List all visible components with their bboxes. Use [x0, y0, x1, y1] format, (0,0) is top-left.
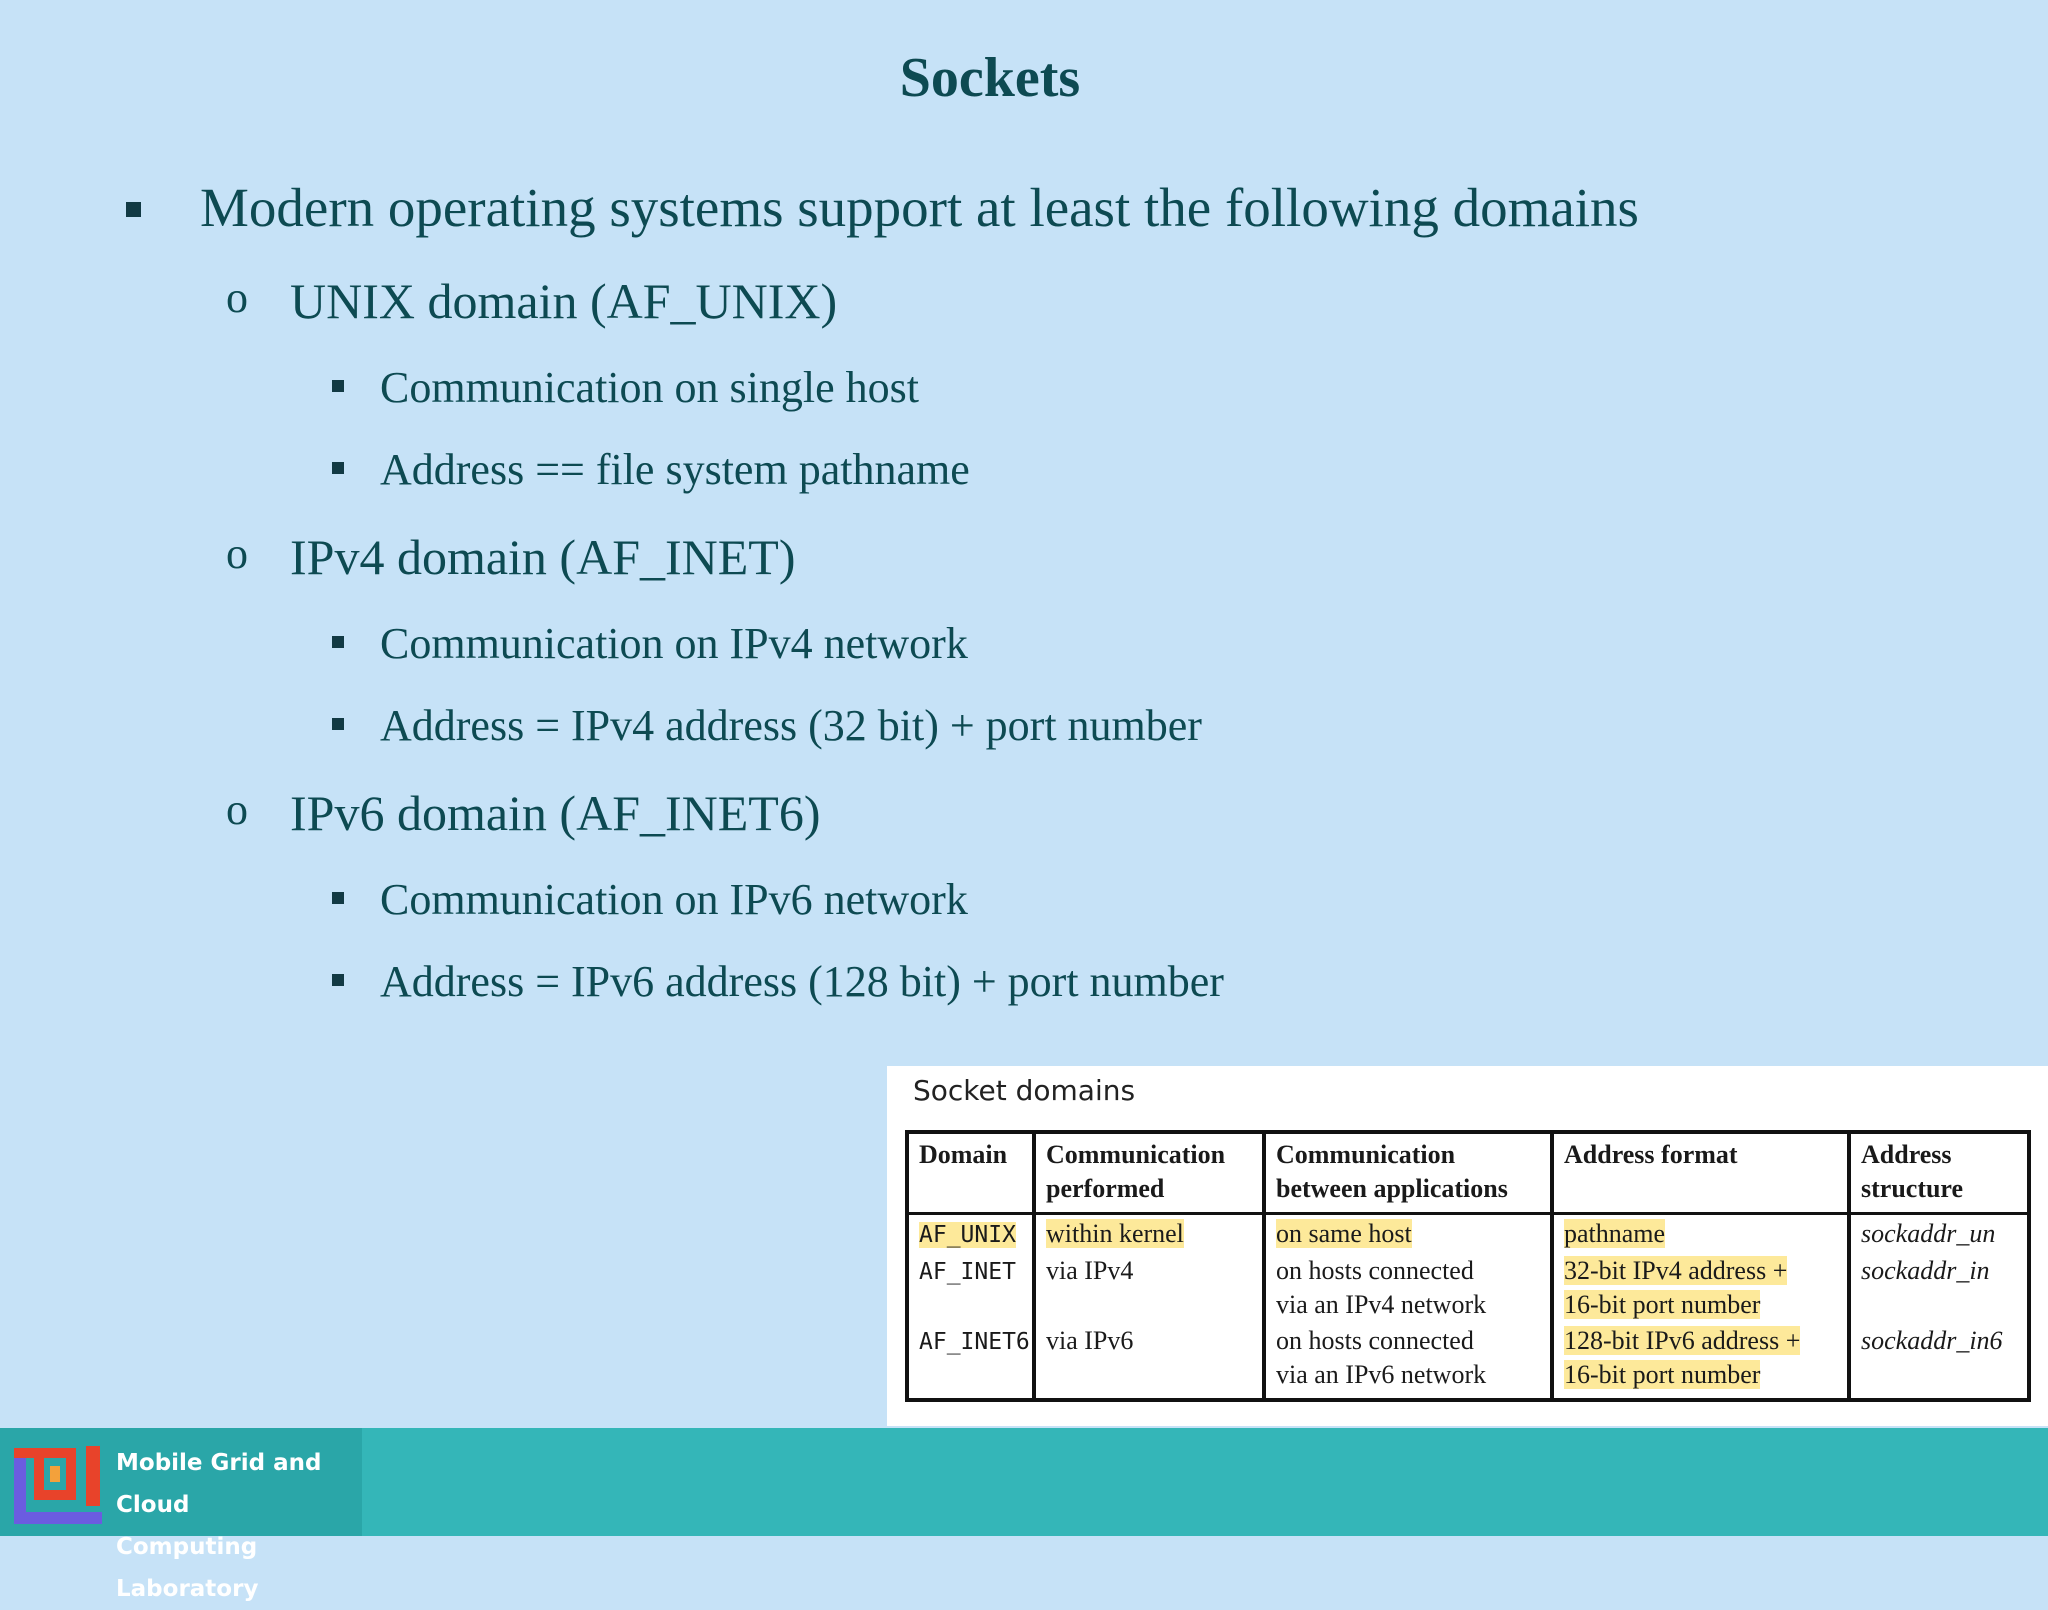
unix-point-2-text: Address == file system pathname	[380, 445, 970, 494]
header-domain	[907, 1132, 1034, 1214]
cell-structure	[1849, 1214, 2029, 1253]
domain-value: AF_INET6	[919, 1329, 1030, 1355]
square-bullet-icon	[332, 462, 344, 474]
main-bullet-text: Modern operating systems support at least the following domains	[200, 177, 1639, 238]
header-comm-between	[1264, 1132, 1552, 1214]
format-value-line-1: 128-bit IPv6 address +	[1564, 1326, 1801, 1355]
format-value-line-2: 16-bit port number	[1564, 1360, 1761, 1389]
between-value: on same host	[1276, 1219, 1412, 1248]
cell-format	[1552, 1322, 1849, 1400]
footer-bar	[0, 1428, 2048, 1602]
performed-value: via IPv6	[1046, 1326, 1134, 1355]
square-bullet-icon	[332, 974, 344, 986]
header-address-format	[1552, 1132, 1849, 1214]
lab-logo	[0, 1428, 362, 1602]
ipv4-point-2-text: Address = IPv4 address (32 bit) + port number	[380, 701, 1202, 750]
lab-name	[116, 1442, 362, 1610]
ipv6-domain-heading: IPv6 domain (AF_INET6)	[290, 785, 821, 841]
cell-between	[1264, 1252, 1552, 1322]
ipv6-point-1-text: Communication on IPv6 network	[380, 875, 968, 924]
cell-between	[1264, 1322, 1552, 1400]
between-value-line-2: via an IPv4 network	[1276, 1290, 1487, 1319]
header-comm-performed-line-1: Communication	[1046, 1140, 1226, 1169]
header-address-structure	[1849, 1132, 2029, 1214]
structure-value: sockaddr_in6	[1861, 1326, 2003, 1355]
square-bullet-icon	[332, 892, 344, 904]
table-header-row	[907, 1132, 2029, 1214]
ipv4-point-1-text: Communication on IPv4 network	[380, 619, 968, 668]
cell-performed	[1034, 1252, 1264, 1322]
header-comm-between-line-2: between applications	[1276, 1174, 1508, 1203]
figure-caption: Socket domains	[913, 1074, 1136, 1107]
square-bullet-icon	[332, 636, 344, 648]
table-row	[907, 1252, 2029, 1322]
cell-performed	[1034, 1322, 1264, 1400]
cell-domain	[907, 1322, 1034, 1400]
cell-structure	[1849, 1252, 2029, 1322]
unix-point-1-text: Communication on single host	[380, 363, 919, 412]
cell-format	[1552, 1252, 1849, 1322]
lab-name-line-2: Computing Laboratory	[116, 1534, 259, 1602]
slide-title: Sockets	[899, 47, 1081, 109]
header-address-format-text: Address format	[1564, 1140, 1738, 1169]
header-address-structure-line-2: structure	[1861, 1174, 1964, 1203]
cell-structure	[1849, 1322, 2029, 1400]
socket-domains-table	[905, 1130, 2031, 1402]
format-value-line-2: 16-bit port number	[1564, 1290, 1761, 1319]
circle-bullet-icon: o	[226, 785, 248, 834]
cell-performed	[1034, 1214, 1264, 1253]
format-value: pathname	[1564, 1219, 1666, 1248]
circle-bullet-icon: o	[226, 529, 248, 578]
square-bullet-icon	[332, 718, 344, 730]
performed-value: within kernel	[1046, 1219, 1184, 1248]
cell-format	[1552, 1214, 1849, 1253]
domain-value: AF_UNIX	[919, 1222, 1016, 1248]
structure-value: sockaddr_un	[1861, 1219, 1996, 1248]
performed-value: via IPv4	[1046, 1256, 1134, 1285]
lab-name-line-1: Mobile Grid and Cloud	[116, 1450, 322, 1518]
header-comm-between-line-1: Communication	[1276, 1140, 1456, 1169]
domain-value: AF_INET	[919, 1259, 1016, 1285]
circle-bullet-icon: o	[226, 273, 248, 322]
cell-between	[1264, 1214, 1552, 1253]
unix-domain-heading: UNIX domain (AF_UNIX)	[290, 273, 838, 329]
cell-domain	[907, 1252, 1034, 1322]
cell-domain	[907, 1214, 1034, 1253]
structure-value: sockaddr_in	[1861, 1256, 1990, 1285]
header-comm-performed	[1034, 1132, 1264, 1214]
header-address-structure-line-1: Address	[1861, 1140, 1952, 1169]
between-value-line-1: on hosts connected	[1276, 1256, 1474, 1285]
table-row	[907, 1322, 2029, 1400]
header-comm-performed-line-2: performed	[1046, 1174, 1165, 1203]
square-bullet-icon	[332, 380, 344, 392]
between-value-line-2: via an IPv6 network	[1276, 1360, 1487, 1389]
table-row	[907, 1214, 2029, 1253]
square-bullet-icon	[126, 202, 141, 217]
format-value-line-1: 32-bit IPv4 address +	[1564, 1256, 1788, 1285]
ipv4-domain-heading: IPv4 domain (AF_INET)	[290, 529, 796, 585]
ipv6-point-2-text: Address = IPv6 address (128 bit) + port number	[380, 957, 1224, 1006]
socket-domains-figure	[887, 1066, 2048, 1426]
between-value-line-1: on hosts connected	[1276, 1326, 1474, 1355]
header-domain-text: Domain	[919, 1140, 1008, 1169]
lab-logo-icon	[14, 1446, 102, 1524]
